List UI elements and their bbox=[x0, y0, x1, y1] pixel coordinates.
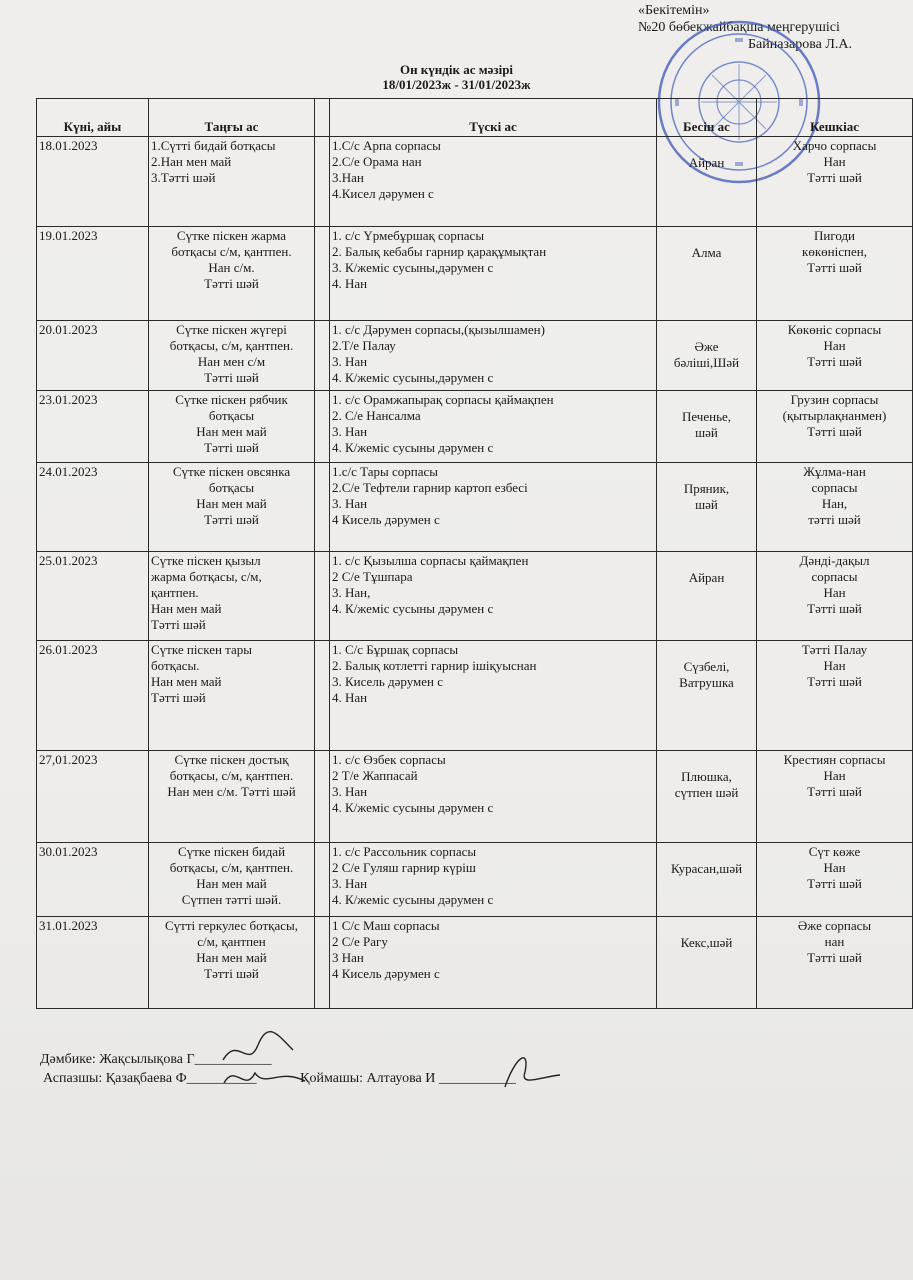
table-row bbox=[37, 321, 913, 391]
snack-cell bbox=[657, 137, 757, 227]
lunch-cell-line: 4 Кисель дәрумен с bbox=[332, 966, 440, 981]
dinner-cell bbox=[757, 751, 913, 843]
lunch-cell bbox=[330, 227, 657, 321]
dinner-cell-line: Нан, bbox=[821, 496, 848, 511]
dinner-cell bbox=[757, 641, 913, 751]
breakfast-cell-line: Тәтті шәй bbox=[151, 617, 206, 632]
dinner-cell-line: Пигоди bbox=[813, 228, 856, 243]
breakfast-cell bbox=[149, 641, 315, 751]
spacer-cell bbox=[315, 641, 330, 751]
lunch-cell-line: 4. К/жеміс сусыны дәрумен с bbox=[332, 892, 494, 907]
dinner-cell bbox=[757, 391, 913, 463]
snack-cell bbox=[657, 751, 757, 843]
breakfast-cell-line: Нан с/м. bbox=[208, 260, 255, 275]
dinner-cell-line: Тәтті шәй bbox=[807, 674, 862, 689]
breakfast-cell-line: Сүтке піскен бидай bbox=[177, 844, 286, 859]
breakfast-cell-line: Нан мен май bbox=[151, 674, 222, 689]
lunch-cell-line: 3. Нан bbox=[332, 496, 368, 511]
snack-cell-line: Кекс,шәй bbox=[680, 935, 733, 950]
breakfast-cell-line: ботқасы с/м, қантпен. bbox=[171, 244, 292, 259]
date-cell bbox=[37, 463, 149, 552]
snack-cell bbox=[657, 917, 757, 1009]
header-snack: Бесін ас bbox=[657, 99, 757, 137]
breakfast-cell-line: Сүтпен тәтті шәй. bbox=[181, 892, 282, 907]
dinner-cell-line: Әже сорпасы bbox=[797, 918, 872, 933]
lunch-cell-line: 2 Т/е Жаппасай bbox=[332, 768, 418, 783]
cook-storekeeper-row: Аспазшы: Қазақбаева Ф__________ Қоймашы: Алтауова И ___________ bbox=[40, 1069, 516, 1088]
date-cell-line: 26.01.2023 bbox=[39, 642, 98, 657]
lunch-cell-line: 3. Нан bbox=[332, 784, 368, 799]
breakfast-cell-line: Нан мен май bbox=[196, 876, 267, 891]
snack-cell-line: Айран bbox=[688, 155, 725, 170]
header-date: Күні, айы bbox=[37, 99, 149, 137]
breakfast-cell-line: Сүтке піскен қызыл bbox=[151, 553, 261, 568]
dinner-cell-line: Дәнді-дақыл bbox=[799, 553, 870, 568]
spacer-cell bbox=[315, 751, 330, 843]
lunch-cell-line: 3. Нан bbox=[332, 424, 368, 439]
lunch-cell-line: 1 С/с Маш сорпасы bbox=[332, 918, 440, 933]
breakfast-cell bbox=[149, 227, 315, 321]
dinner-cell-line: Тәтті шәй bbox=[807, 170, 862, 185]
lunch-cell bbox=[330, 843, 657, 917]
lunch-cell-line: 4. К/жеміс сусыны,дәрумен с bbox=[332, 370, 494, 385]
header-row bbox=[37, 99, 913, 137]
breakfast-cell-line: Сүтке піскен жарма bbox=[176, 228, 287, 243]
date-cell-line: 24.01.2023 bbox=[39, 464, 98, 479]
header-spacer bbox=[315, 99, 330, 137]
lunch-cell-line: 4. К/жеміс сусыны дәрумен с bbox=[332, 601, 494, 616]
table-row bbox=[37, 463, 913, 552]
title-line-2: 18/01/2023ж - 31/01/2023ж bbox=[382, 77, 531, 92]
dietitian-signature-row: Дәмбике: Жақсылықова Г___________ bbox=[40, 1050, 516, 1069]
dinner-cell-line: Харчо сорпасы bbox=[792, 138, 877, 153]
snack-cell bbox=[657, 843, 757, 917]
dinner-cell-line: сорпасы bbox=[811, 480, 858, 495]
dinner-cell bbox=[757, 552, 913, 641]
breakfast-cell-line: Нан мен с/м. Тәтті шәй bbox=[167, 784, 296, 799]
dinner-cell-line: Тәтті шәй bbox=[807, 601, 862, 616]
breakfast-cell-line: жарма ботқасы, с/м, bbox=[151, 569, 262, 584]
table-row bbox=[37, 227, 913, 321]
lunch-cell-line: 2.С/е Тефтели гарнир картоп езбесі bbox=[332, 480, 528, 495]
dinner-cell-line: Тәтті шәй bbox=[807, 424, 862, 439]
date-cell bbox=[37, 391, 149, 463]
breakfast-cell bbox=[149, 552, 315, 641]
spacer-cell bbox=[315, 843, 330, 917]
lunch-cell-line: 4. Нан bbox=[332, 690, 368, 705]
snack-cell-line: Әже bbox=[694, 339, 719, 354]
lunch-cell-line: 2.Т/е Палау bbox=[332, 338, 396, 353]
lunch-cell-line: 3.Нан bbox=[332, 170, 364, 185]
cook-signature-mark bbox=[220, 1063, 310, 1093]
snack-cell-line: бәліші,Шәй bbox=[673, 355, 740, 370]
breakfast-cell-line: Сүтке піскен жүгері bbox=[176, 322, 287, 337]
table-row bbox=[37, 391, 913, 463]
dinner-cell-line: Тәтті шәй bbox=[807, 950, 862, 965]
date-cell-line: 31.01.2023 bbox=[39, 918, 98, 933]
date-cell bbox=[37, 137, 149, 227]
lunch-cell-line: 2.С/е Орама нан bbox=[332, 154, 422, 169]
lunch-cell bbox=[330, 463, 657, 552]
date-cell-line: 23.01.2023 bbox=[39, 392, 98, 407]
dinner-cell-line: (қытырлақнанмен) bbox=[782, 408, 887, 423]
dinner-cell-line: Нан bbox=[823, 860, 846, 875]
snack-cell-line: Курасан,шәй bbox=[670, 861, 743, 876]
approval-line-2: №20 бөбекжайбақша меңгерушісі bbox=[638, 20, 840, 35]
breakfast-cell-line: Тәтті шәй bbox=[204, 512, 259, 527]
breakfast-cell-line: 1.Сүтті бидай ботқасы bbox=[151, 138, 276, 153]
snack-cell-line: Плюшка, bbox=[681, 769, 732, 784]
page-title bbox=[0, 62, 913, 92]
date-cell bbox=[37, 641, 149, 751]
breakfast-cell-line: ботқасы bbox=[208, 408, 255, 423]
breakfast-cell-line: ботқасы, с/м, қантпен. bbox=[169, 768, 294, 783]
lunch-cell-line: 2 С/е Рагу bbox=[332, 934, 388, 949]
date-cell-line: 30.01.2023 bbox=[39, 844, 98, 859]
header-lunch: Түскі ас bbox=[330, 99, 657, 137]
dinner-cell-line: Крестиян сорпасы bbox=[783, 752, 886, 767]
snack-cell-line: сүтпен шәй bbox=[674, 785, 739, 800]
dietitian-label: Дәмбике: Жақсылықова Г bbox=[40, 1052, 195, 1067]
dinner-cell-line: тәтті шәй bbox=[808, 512, 861, 527]
snack-cell bbox=[657, 463, 757, 552]
lunch-cell-line: 4. К/жеміс сусыны дәрумен с bbox=[332, 800, 494, 815]
dinner-cell-line: Грузин сорпасы bbox=[790, 392, 879, 407]
cook-label: Аспазшы: Қазақбаева Ф bbox=[43, 1071, 187, 1086]
breakfast-cell-line: Сүтке піскен тары bbox=[151, 642, 253, 657]
table-row bbox=[37, 843, 913, 917]
breakfast-cell bbox=[149, 137, 315, 227]
breakfast-cell-line: 2.Нан мен май bbox=[151, 154, 232, 169]
breakfast-cell-line: Нан мен май bbox=[196, 424, 267, 439]
date-cell bbox=[37, 321, 149, 391]
breakfast-cell-line: ботқасы bbox=[208, 480, 255, 495]
breakfast-cell bbox=[149, 917, 315, 1009]
breakfast-cell-line: Тәтті шәй bbox=[151, 690, 206, 705]
lunch-cell bbox=[330, 391, 657, 463]
spacer-cell bbox=[315, 321, 330, 391]
table-row bbox=[37, 751, 913, 843]
lunch-cell-line: 3. Нан bbox=[332, 876, 368, 891]
date-cell bbox=[37, 552, 149, 641]
breakfast-cell-line: Нан мен май bbox=[196, 950, 267, 965]
spacer-cell bbox=[315, 227, 330, 321]
breakfast-cell-line: ботқасы, с/м, қантпен. bbox=[169, 338, 294, 353]
breakfast-cell-line: Нан мен с/м bbox=[197, 354, 266, 369]
breakfast-cell bbox=[149, 391, 315, 463]
date-cell-line: 18.01.2023 bbox=[39, 138, 98, 153]
dinner-cell-line: Тәтті шәй bbox=[807, 260, 862, 275]
spacer-cell bbox=[315, 391, 330, 463]
breakfast-cell-line: ботқасы, с/м, қантпен. bbox=[169, 860, 294, 875]
lunch-cell-line: 2. Балық котлетті гарнир ішіқуыснан bbox=[332, 658, 537, 673]
table-row bbox=[37, 641, 913, 751]
menu-table bbox=[36, 98, 913, 1009]
dinner-cell-line: Нан bbox=[823, 154, 846, 169]
breakfast-cell bbox=[149, 321, 315, 391]
lunch-cell-line: 4. К/жеміс сусыны дәрумен с bbox=[332, 440, 494, 455]
dinner-cell-line: Тәтті Палау bbox=[801, 642, 868, 657]
dinner-cell-line: Нан bbox=[823, 768, 846, 783]
lunch-cell-line: 3 Нан bbox=[332, 950, 364, 965]
breakfast-cell bbox=[149, 463, 315, 552]
dinner-cell-line: Көкөніс сорпасы bbox=[787, 322, 882, 337]
lunch-cell-line: 2 С/е Гуляш гарнир күріш bbox=[332, 860, 476, 875]
lunch-cell-line: 3. К/жеміс сусыны,дәрумен с bbox=[332, 260, 494, 275]
approval-line-1: «Бекітемін» bbox=[638, 3, 710, 18]
snack-cell-line: шәй bbox=[695, 425, 718, 440]
lunch-cell-line: 3. Кисель дәрумен с bbox=[332, 674, 444, 689]
lunch-cell bbox=[330, 321, 657, 391]
lunch-cell-line: 3. Нан, bbox=[332, 585, 371, 600]
breakfast-cell-line: Нан мен май bbox=[196, 496, 267, 511]
lunch-cell-line: 3. Нан bbox=[332, 354, 368, 369]
signatures bbox=[40, 1050, 516, 1088]
lunch-cell-line: 1.с/с Тары сорпасы bbox=[332, 464, 439, 479]
snack-cell-line: Алма bbox=[691, 245, 722, 260]
dinner-cell-line: сорпасы bbox=[811, 569, 858, 584]
lunch-cell-line: 1. С/с Бұршақ сорпасы bbox=[332, 642, 459, 657]
snack-cell-line: Печенье, bbox=[681, 409, 732, 424]
snack-cell-line: шәй bbox=[695, 497, 718, 512]
snack-cell bbox=[657, 321, 757, 391]
lunch-cell-line: 1.С/с Арпа сорпасы bbox=[332, 138, 441, 153]
breakfast-cell bbox=[149, 843, 315, 917]
lunch-cell-line: 2 С/е Тұшпара bbox=[332, 569, 413, 584]
date-cell-line: 19.01.2023 bbox=[39, 228, 98, 243]
lunch-cell-line: 4 Кисель дәрумен с bbox=[332, 512, 440, 527]
dinner-cell bbox=[757, 917, 913, 1009]
date-cell bbox=[37, 227, 149, 321]
breakfast-cell-line: с/м, қантпен bbox=[197, 934, 266, 949]
date-cell-line: 25.01.2023 bbox=[39, 553, 98, 568]
lunch-cell-line: 1. с/с Орамжапырақ сорпасы қаймақпен bbox=[332, 392, 554, 407]
snack-cell-line: Пряник, bbox=[683, 481, 730, 496]
breakfast-cell-line: Сүтті геркулес ботқасы, bbox=[165, 918, 298, 933]
snack-cell bbox=[657, 227, 757, 321]
lunch-cell-line: 1. с/с Дәрумен сорпасы,(қызылшамен) bbox=[332, 322, 545, 337]
breakfast-cell bbox=[149, 751, 315, 843]
dinner-cell-line: Жұлма-нан bbox=[803, 464, 866, 479]
breakfast-cell-line: ботқасы. bbox=[151, 658, 200, 673]
date-cell bbox=[37, 917, 149, 1009]
header-dinner: Кешкіас bbox=[757, 99, 913, 137]
snack-cell-line: Ватрушка bbox=[679, 675, 734, 690]
dinner-cell bbox=[757, 227, 913, 321]
dinner-cell bbox=[757, 463, 913, 552]
lunch-cell-line: 1. с/с Рассольник сорпасы bbox=[332, 844, 477, 859]
dinner-cell-line: Тәтті шәй bbox=[807, 784, 862, 799]
lunch-cell bbox=[330, 917, 657, 1009]
spacer-cell bbox=[315, 917, 330, 1009]
storekeeper-label: Қоймашы: Алтауова И bbox=[300, 1071, 436, 1086]
snack-cell bbox=[657, 552, 757, 641]
lunch-cell-line: 1. с/с Қызылша сорпасы қаймақпен bbox=[332, 553, 529, 568]
header-breakfast: Таңғы ас bbox=[149, 99, 315, 137]
dinner-cell-line: Тәтті шәй bbox=[807, 354, 862, 369]
table-row bbox=[37, 552, 913, 641]
date-cell bbox=[37, 843, 149, 917]
breakfast-cell-line: Сүтке піскен овсянка bbox=[172, 464, 291, 479]
approval-line-3: Байназарова Л.А. bbox=[748, 37, 852, 52]
breakfast-cell-line: Тәтті шәй bbox=[204, 440, 259, 455]
spacer-cell bbox=[315, 463, 330, 552]
lunch-cell-line: 1. с/с Өзбек сорпасы bbox=[332, 752, 446, 767]
lunch-cell-line: 2. Балық кебабы гарнир қарақұмықтан bbox=[332, 244, 547, 259]
dinner-cell-line: Нан bbox=[823, 658, 846, 673]
dinner-cell-line: Нан bbox=[823, 338, 846, 353]
lunch-cell-line: 4.Кисел дәрумен с bbox=[332, 186, 434, 201]
dinner-cell-line: нан bbox=[824, 934, 845, 949]
breakfast-cell-line: Тәтті шәй bbox=[204, 370, 259, 385]
lunch-cell-line: 1. с/с Үрмебұршақ сорпасы bbox=[332, 228, 485, 243]
breakfast-cell-line: Тәтті шәй bbox=[204, 276, 259, 291]
title-line-1: Он күндік ас мәзірі bbox=[399, 62, 514, 77]
lunch-cell bbox=[330, 641, 657, 751]
dinner-cell bbox=[757, 321, 913, 391]
lunch-cell bbox=[330, 552, 657, 641]
table-row bbox=[37, 917, 913, 1009]
lunch-cell-line: 4. Нан bbox=[332, 276, 368, 291]
breakfast-cell-line: Тәтті шәй bbox=[204, 966, 259, 981]
snack-cell bbox=[657, 391, 757, 463]
snack-cell-line: Айран bbox=[688, 570, 725, 585]
breakfast-cell-line: 3.Тәтті шәй bbox=[151, 170, 216, 185]
table-row bbox=[37, 137, 913, 227]
snack-cell-line: Сүзбелі, bbox=[683, 659, 730, 674]
dinner-cell-line: Тәтті шәй bbox=[807, 876, 862, 891]
dinner-cell-line: Нан bbox=[823, 585, 846, 600]
breakfast-cell-line: қантпен. bbox=[151, 585, 199, 600]
dinner-cell-line: көкөніспен, bbox=[802, 244, 867, 259]
date-cell bbox=[37, 751, 149, 843]
dinner-cell bbox=[757, 843, 913, 917]
date-cell-line: 20.01.2023 bbox=[39, 322, 98, 337]
spacer-cell bbox=[315, 137, 330, 227]
spacer-cell bbox=[315, 552, 330, 641]
storekeeper-signature-mark bbox=[495, 1047, 565, 1092]
breakfast-cell-line: Сүтке піскен рябчик bbox=[175, 392, 288, 407]
dinner-cell bbox=[757, 137, 913, 227]
lunch-cell bbox=[330, 751, 657, 843]
snack-cell bbox=[657, 641, 757, 751]
date-cell-line: 27,01.2023 bbox=[39, 752, 98, 767]
breakfast-cell-line: Сүтке піскен достық bbox=[174, 752, 289, 767]
lunch-cell-line: 2. С/е Нансалма bbox=[332, 408, 421, 423]
lunch-cell bbox=[330, 137, 657, 227]
dinner-cell-line: Сүт көже bbox=[808, 844, 861, 859]
breakfast-cell-line: Нан мен май bbox=[151, 601, 222, 616]
